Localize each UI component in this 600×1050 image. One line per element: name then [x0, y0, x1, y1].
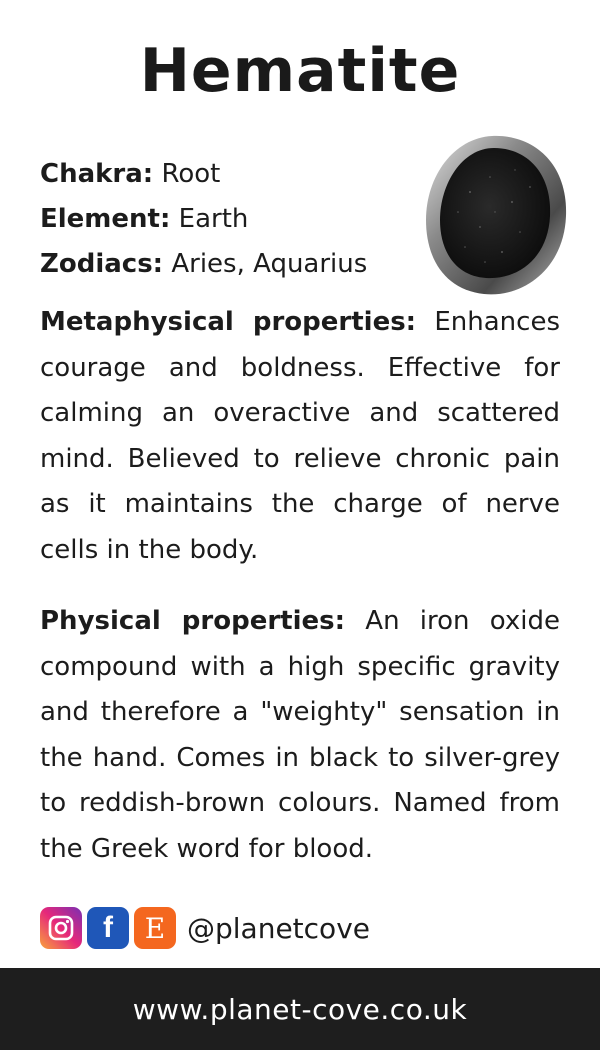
social-handle[interactable]: @planetcove [187, 911, 370, 945]
footer-bar [0, 968, 600, 1050]
etsy-icon[interactable]: E [134, 907, 176, 949]
fact-label: Element: [40, 204, 171, 234]
fact-chakra [40, 152, 367, 197]
fact-value: Root [153, 159, 221, 189]
fact-value: Aries, Aquarius [163, 249, 368, 279]
physical-text: An iron oxide compound with a high specific gravity and therefore a "weighty" sensation in the hand. Comes in black to silver-grey to reddish-brown colours. Named from the Greek word for blood. [40, 606, 560, 864]
social-links [40, 906, 370, 950]
fact-value: Earth [170, 204, 249, 234]
metaphysical-text: Enhances courage and boldness. Effective for calming an overactive and scattered mind. Believed to relieve chronic pain as it maintains the charge of nerve cells in the body. [40, 307, 560, 565]
fact-zodiacs [40, 242, 367, 287]
instagram-glyph-icon [47, 914, 75, 942]
website-link[interactable]: www.planet-cove.co.uk [132, 992, 468, 1026]
metaphysical-label: Metaphysical properties: [40, 307, 417, 337]
instagram-icon[interactable] [40, 907, 82, 949]
page-title: Hematite [139, 36, 461, 106]
crystal-facts [40, 152, 367, 287]
fact-label: Chakra: [40, 159, 154, 189]
fact-label: Zodiacs: [40, 249, 164, 279]
physical-properties [40, 599, 560, 872]
metaphysical-properties [40, 300, 560, 573]
hematite-stone-image [420, 132, 570, 300]
physical-label: Physical properties: [40, 606, 346, 636]
fact-element [40, 197, 367, 242]
facebook-icon[interactable]: f [87, 907, 129, 949]
